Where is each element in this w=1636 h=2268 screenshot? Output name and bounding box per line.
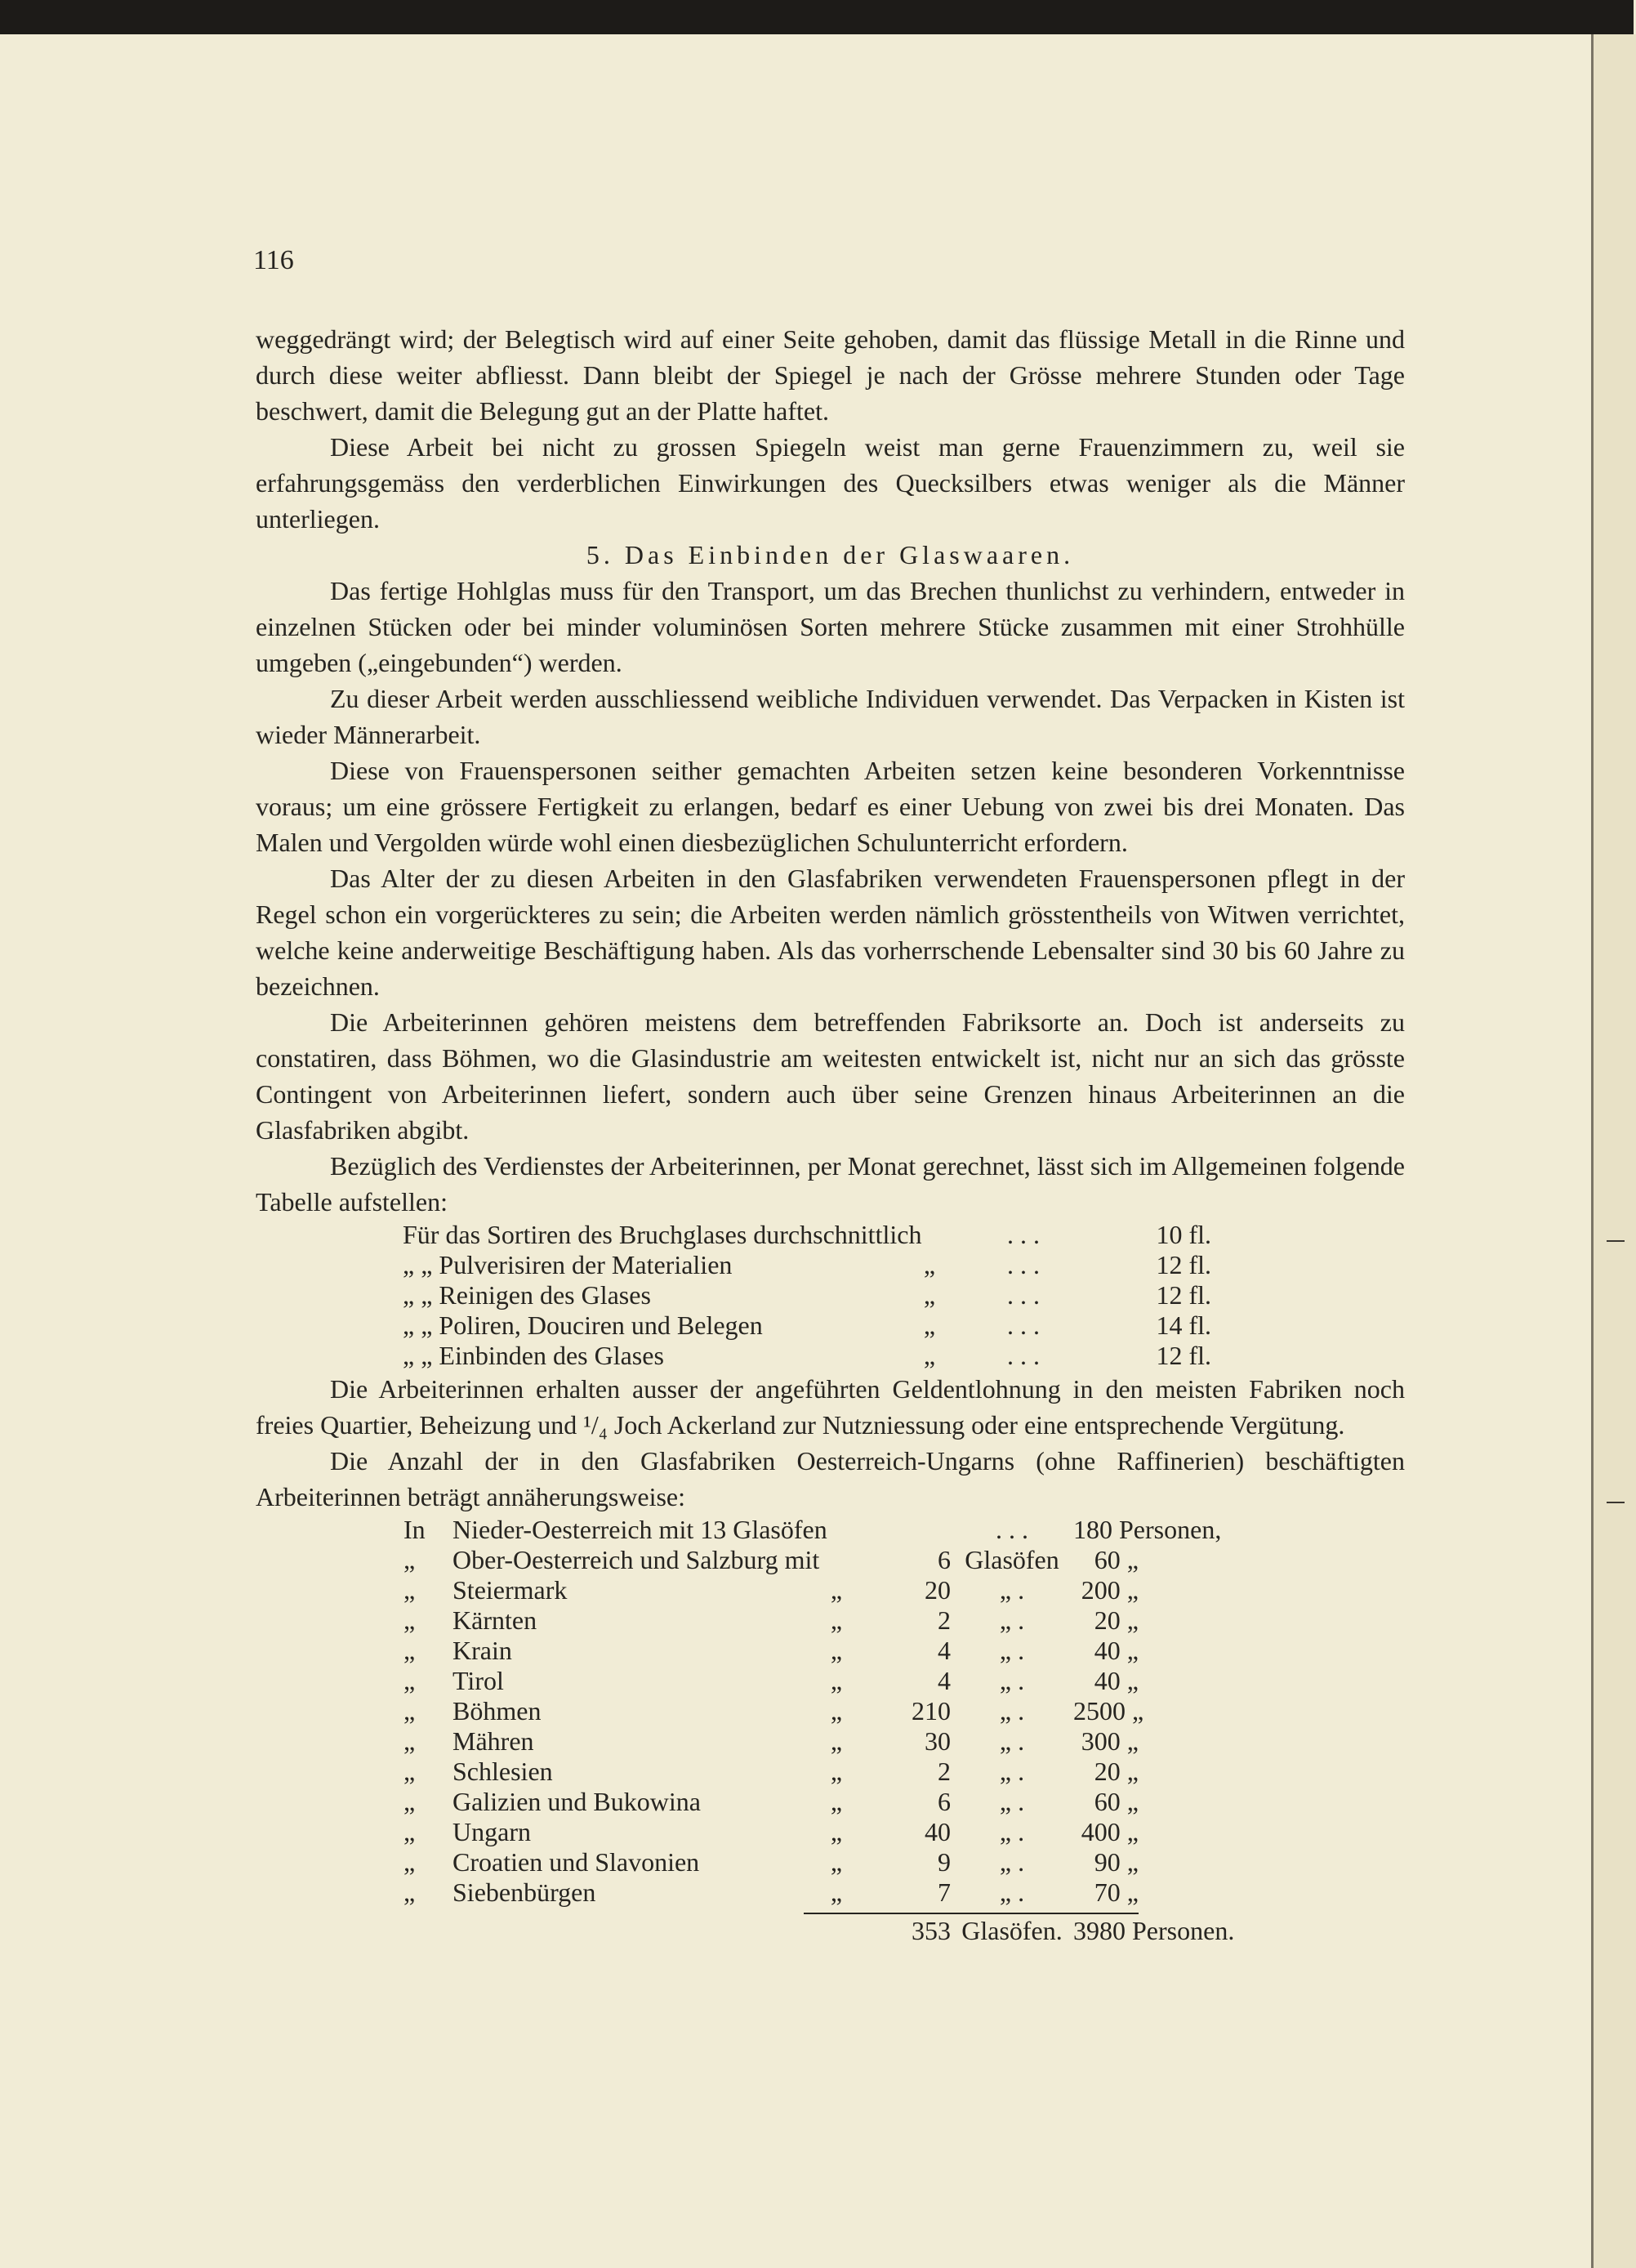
paragraph: Die Arbeiterinnen erhalten ausser der angeführten Geldentlohnung in den meisten Fabriken noch freies Quartier, Beheizung und ¹/₄ Joch Ackerland zur Nutzniessung oder eine entsprechende Vergütung. xyxy=(256,1374,1405,1440)
total-spacer xyxy=(804,1913,869,1946)
paragraph: Zu dieser Arbeit werden ausschliessend weibliche Individuen verwendet. Das Verpacken in Kisten ist wieder Männerarbeit. xyxy=(256,684,1405,749)
region-name: Galizien und Bukowina xyxy=(452,1787,701,1816)
region-name: Croatien und Slavonien xyxy=(452,1847,700,1877)
paragraph: Das fertige Hohlglas muss für den Transport, um das Brechen thunlichst zu verhindern, entweder in einzelnen Stücken oder bei minder voluminösen Sorten mehrere Stücke zusammen mit einer Strohhülle umgeben („eingebunden“) werden. xyxy=(256,576,1405,677)
furnace-count: 4 xyxy=(938,1666,951,1695)
wage-amount: 14 fl. xyxy=(1156,1310,1211,1340)
page-number: 116 xyxy=(253,245,294,275)
row-prefix: „ xyxy=(403,1636,416,1665)
persons-count: 40 „ xyxy=(1094,1636,1139,1665)
persons-count: 60 „ xyxy=(1094,1545,1139,1574)
ditto-mark xyxy=(893,1220,966,1250)
region-name: Nieder-Oesterreich mit 13 Glasöfen xyxy=(452,1515,827,1544)
wage-activity: „ „ Einbinden des Glases xyxy=(403,1341,664,1370)
persons-count: 2500 „ xyxy=(1073,1696,1144,1726)
wage-amount: 12 fl. xyxy=(1156,1341,1211,1370)
row-prefix: „ xyxy=(403,1575,416,1605)
paragraph: Die Anzahl der in den Glasfabriken Oesterreich-Ungarns (ohne Raffinerien) beschäftigten Arbeiterinnen beträgt annäherungsweise: xyxy=(256,1446,1405,1511)
furnace-count xyxy=(869,1515,951,1545)
leader-dots: . . . xyxy=(1007,1341,1040,1370)
ditto-mark: „ xyxy=(830,1575,843,1605)
ditto-mark xyxy=(804,1545,869,1575)
ditto-mark: . . . xyxy=(996,1515,1028,1544)
ditto-mark: „ xyxy=(830,1666,843,1695)
ditto-mark: „ . xyxy=(999,1847,1025,1877)
scan-top-border xyxy=(0,0,1634,34)
row-prefix: „ xyxy=(403,1726,416,1756)
region-name: Mähren xyxy=(452,1726,534,1756)
row-prefix: In xyxy=(403,1515,426,1544)
ditto-mark: „ xyxy=(830,1877,843,1907)
persons-count: 90 „ xyxy=(1094,1847,1139,1877)
total-furnaces: 353 xyxy=(869,1913,951,1946)
row-prefix: „ xyxy=(403,1817,416,1846)
ditto-mark: „ . xyxy=(999,1817,1025,1846)
persons-count: 20 „ xyxy=(1094,1605,1139,1635)
total-spacer xyxy=(452,1908,804,1946)
persons-count: 20 „ xyxy=(1094,1757,1139,1786)
region-name: Steiermark xyxy=(452,1575,568,1605)
persons-count: 180 Personen, xyxy=(1073,1515,1222,1544)
row-prefix: „ xyxy=(403,1877,416,1907)
section-heading: 5. Das Einbinden der Glaswaaren. xyxy=(586,540,1075,569)
ditto-mark: „ xyxy=(923,1310,936,1340)
persons-count: 60 „ xyxy=(1094,1787,1139,1816)
wage-activity: „ „ Reinigen des Glases xyxy=(403,1280,651,1310)
ditto-mark xyxy=(804,1515,869,1545)
ditto-mark: „ xyxy=(830,1787,843,1816)
persons-count: 70 „ xyxy=(1094,1877,1139,1907)
region-name: Schlesien xyxy=(452,1757,553,1786)
persons-count: 200 „ xyxy=(1081,1575,1139,1605)
furnace-count: 6 xyxy=(938,1787,951,1816)
wage-amount: 10 fl. xyxy=(1156,1220,1211,1249)
ditto-mark: „ . xyxy=(999,1696,1025,1726)
paragraph: weggedrängt wird; der Belegtisch wird auf einer Seite gehoben, damit das flüssige Metall in die Rinne und durch diese weiter abfliesst. Dann bleibt der Spiegel je nach der Grösse mehrere Stunden oder Tage beschwert, damit die Belegung gut an der Platte haftet. xyxy=(256,324,1405,426)
wage-table xyxy=(403,1220,1405,1371)
ditto-mark: „ xyxy=(830,1817,843,1846)
wage-activity: Für das Sortiren des Bruchglases durchschnittlich xyxy=(403,1220,922,1249)
total-furnaces-unit: Glasöfen. xyxy=(951,1913,1073,1946)
ditto-mark: „ . xyxy=(999,1575,1025,1605)
ditto-mark: Glasöfen xyxy=(965,1545,1059,1574)
ditto-mark: „ . xyxy=(999,1636,1025,1665)
ditto-mark: „ xyxy=(830,1847,843,1877)
total-spacer xyxy=(403,1908,452,1946)
furnace-count: 2 xyxy=(938,1605,951,1635)
ditto-mark: „ xyxy=(923,1250,936,1279)
region-name: Ober-Oesterreich und Salzburg mit xyxy=(452,1545,820,1574)
paragraph: Das Alter der zu diesen Arbeiten in den Glasfabriken verwendeten Frauenspersonen pflegt in der Regel schon ein vorgerückteres zu sein; die Arbeiten werden nämlich grösstentheils von Witwen verrichtet, welche keine anderweitige Beschäftigung haben. Als das vorherrschende Lebensalter sind 30 bis 60 Jahre zu bezeichnen. xyxy=(256,864,1405,1001)
ditto-mark: „ . xyxy=(999,1787,1025,1816)
edge-mark xyxy=(1607,1502,1625,1503)
row-prefix: „ xyxy=(403,1847,416,1877)
region-name: Kärnten xyxy=(452,1605,537,1635)
region-name: Krain xyxy=(452,1636,512,1665)
row-prefix: „ xyxy=(403,1666,416,1695)
ditto-mark: „ xyxy=(830,1757,843,1786)
ditto-mark: „ . xyxy=(999,1757,1025,1786)
page-body xyxy=(256,321,1405,1946)
row-prefix: „ xyxy=(403,1757,416,1786)
leader-dots: . . . xyxy=(1007,1250,1040,1279)
row-prefix: „ xyxy=(403,1696,416,1726)
paragraph: Diese Arbeit bei nicht zu grossen Spiegeln weist man gerne Frauenzimmern zu, weil sie erfahrungsgemäss den verderblichen Einwirkungen des Quecksilbers etwas weniger als die Männer unterliegen. xyxy=(256,432,1405,534)
row-prefix: „ xyxy=(403,1605,416,1635)
ditto-mark: „ . xyxy=(999,1877,1025,1907)
wage-amount: 12 fl. xyxy=(1156,1250,1211,1279)
ditto-mark: „ xyxy=(830,1605,843,1635)
wage-amount: 12 fl. xyxy=(1156,1280,1211,1310)
furnace-count: 7 xyxy=(938,1877,951,1907)
region-name: Ungarn xyxy=(452,1817,531,1846)
ditto-mark: „ xyxy=(830,1696,843,1726)
ditto-mark: „ xyxy=(923,1280,936,1310)
region-name: Tirol xyxy=(452,1666,504,1695)
ditto-mark: „ . xyxy=(999,1666,1025,1695)
persons-count: 300 „ xyxy=(1081,1726,1139,1756)
ditto-mark: „ . xyxy=(999,1605,1025,1635)
ditto-mark: „ . xyxy=(999,1726,1025,1756)
leader-dots: . . . xyxy=(1007,1310,1040,1340)
furnace-count: 20 xyxy=(925,1575,951,1605)
leader-dots: . . . xyxy=(1007,1280,1040,1310)
furnace-count: 40 xyxy=(925,1817,951,1846)
region-name: Siebenbürgen xyxy=(452,1877,596,1907)
persons-count: 400 „ xyxy=(1081,1817,1139,1846)
furnace-count: 6 xyxy=(938,1545,951,1574)
region-name: Böhmen xyxy=(452,1696,542,1726)
page-edge xyxy=(1591,34,1636,2268)
total-persons: 3980 Personen. xyxy=(1073,1913,1139,1946)
furnace-count: 30 xyxy=(925,1726,951,1756)
ditto-mark: „ xyxy=(830,1726,843,1756)
furnace-count: 4 xyxy=(938,1636,951,1665)
edge-mark xyxy=(1607,1240,1625,1242)
furnace-count: 2 xyxy=(938,1757,951,1786)
furnace-count: 9 xyxy=(938,1847,951,1877)
wage-activity: „ „ Poliren, Douciren und Belegen xyxy=(403,1310,763,1340)
ditto-mark: „ xyxy=(923,1341,936,1370)
row-prefix: „ xyxy=(403,1787,416,1816)
ditto-mark: „ xyxy=(830,1636,843,1665)
paragraph: Diese von Frauenspersonen seither gemachten Arbeiten setzen keine besonderen Vorkenntnisse voraus; um eine grössere Fertigkeit zu erlangen, bedarf es einer Uebung von zwei bis drei Monaten. Das Malen und Vergolden würde wohl einen diesbezüglichen Schulunterricht erfordern. xyxy=(256,756,1405,857)
leader-dots: . . . xyxy=(1007,1220,1040,1249)
paragraph: Die Arbeiterinnen gehören meistens dem betreffenden Fabriksorte an. Doch ist anderseits zu constatiren, dass Böhmen, wo die Glasindustrie am weitesten entwickelt ist, nicht nur an sich das grösste Contingent von Arbeiterinnen liefert, sondern auch über seine Grenzen hinaus Arbeiterinnen an die Glasfabriken abgibt. xyxy=(256,1007,1405,1145)
paragraph: Bezüglich des Verdienstes der Arbeiterinnen, per Monat gerechnet, lässt sich im Allgemeinen folgende Tabelle aufstellen: xyxy=(256,1151,1405,1217)
persons-count: 40 „ xyxy=(1094,1666,1139,1695)
row-prefix: „ xyxy=(403,1545,416,1574)
workers-table xyxy=(403,1515,1405,1946)
furnace-count: 210 xyxy=(912,1696,951,1726)
wage-activity: „ „ Pulverisiren der Materialien xyxy=(403,1250,733,1279)
